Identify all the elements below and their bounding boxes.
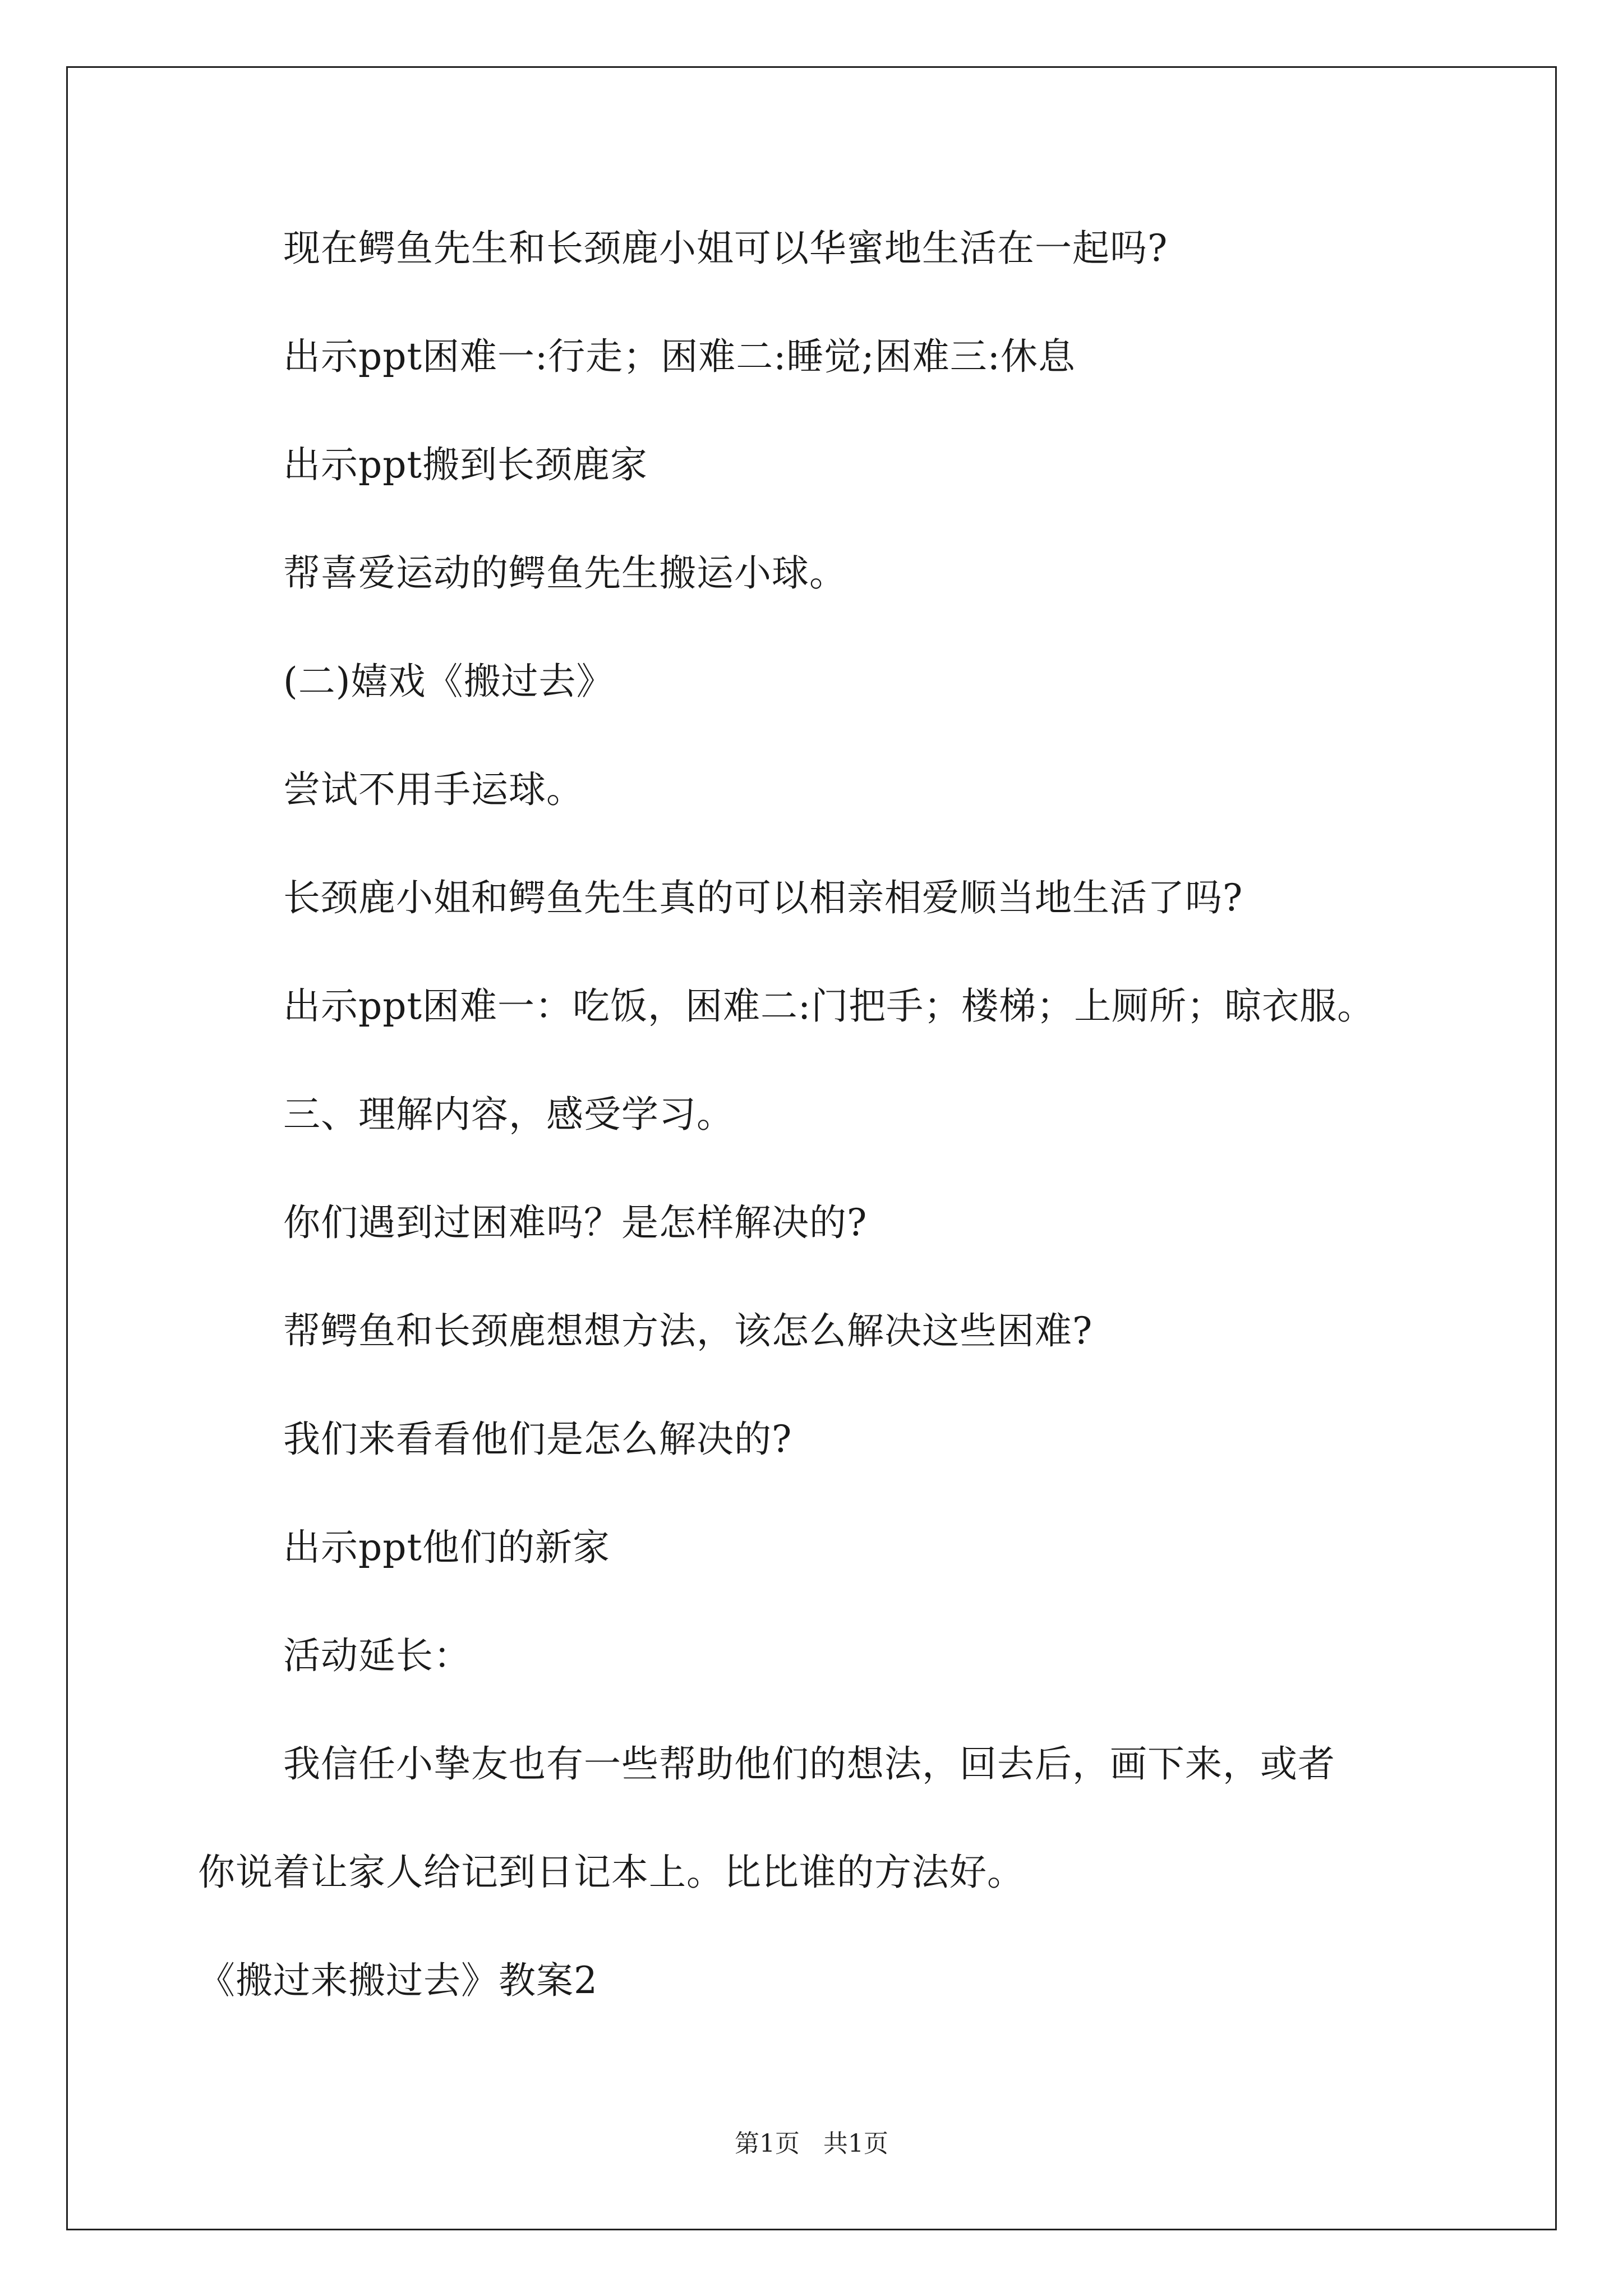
paragraph-1: 现在鳄鱼先生和长颈鹿小姐可以华蜜地生活在一起吗? xyxy=(283,227,1168,270)
paragraph-8: 出示ppt困难一：吃饭，困难二:门把手；楼梯；上厕所；晾衣服。 xyxy=(283,984,1375,1028)
paragraph-4: 帮喜爱运动的鳄鱼先生搬运小球。 xyxy=(283,551,847,595)
paragraph-15: 我信任小挚友也有一些帮助他们的想法，回去后，画下来，或者 xyxy=(283,1742,1335,1786)
paragraph-6: 尝试不用手运球。 xyxy=(283,768,584,811)
section-heading: 《搬过来搬过去》教案2 xyxy=(198,1959,598,2002)
paragraph-3: 出示ppt搬到长颈鹿家 xyxy=(283,443,648,486)
paragraph-10: 你们遇到过困难吗？是怎样解决的? xyxy=(283,1201,868,1244)
page-number-total: 共1页 xyxy=(823,2129,888,2158)
paragraph-7: 长颈鹿小姐和鳄鱼先生真的可以相亲相爱顺当地生活了吗? xyxy=(283,876,1243,919)
paragraph-14: 活动延长： xyxy=(283,1634,471,1677)
paragraph-9: 三、理解内容，感受学习。 xyxy=(283,1093,734,1136)
paragraph-5: (二)嬉戏《搬过去》 xyxy=(283,660,614,703)
paragraph-16: 你说着让家人给记到日记本上。比比谁的方法好。 xyxy=(198,1851,1025,1894)
paragraph-12: 我们来看看他们是怎么解决的? xyxy=(283,1418,792,1461)
paragraph-13: 出示ppt他们的新家 xyxy=(283,1526,611,1569)
page-number-current: 第1页 xyxy=(735,2129,800,2158)
paragraph-2: 出示ppt困难一:行走；困难二:睡觉;困难三:休息 xyxy=(283,335,1076,378)
paragraph-11: 帮鳄鱼和长颈鹿想想方法，该怎么解决这些困难? xyxy=(283,1309,1093,1352)
page-footer xyxy=(0,2129,1623,2158)
